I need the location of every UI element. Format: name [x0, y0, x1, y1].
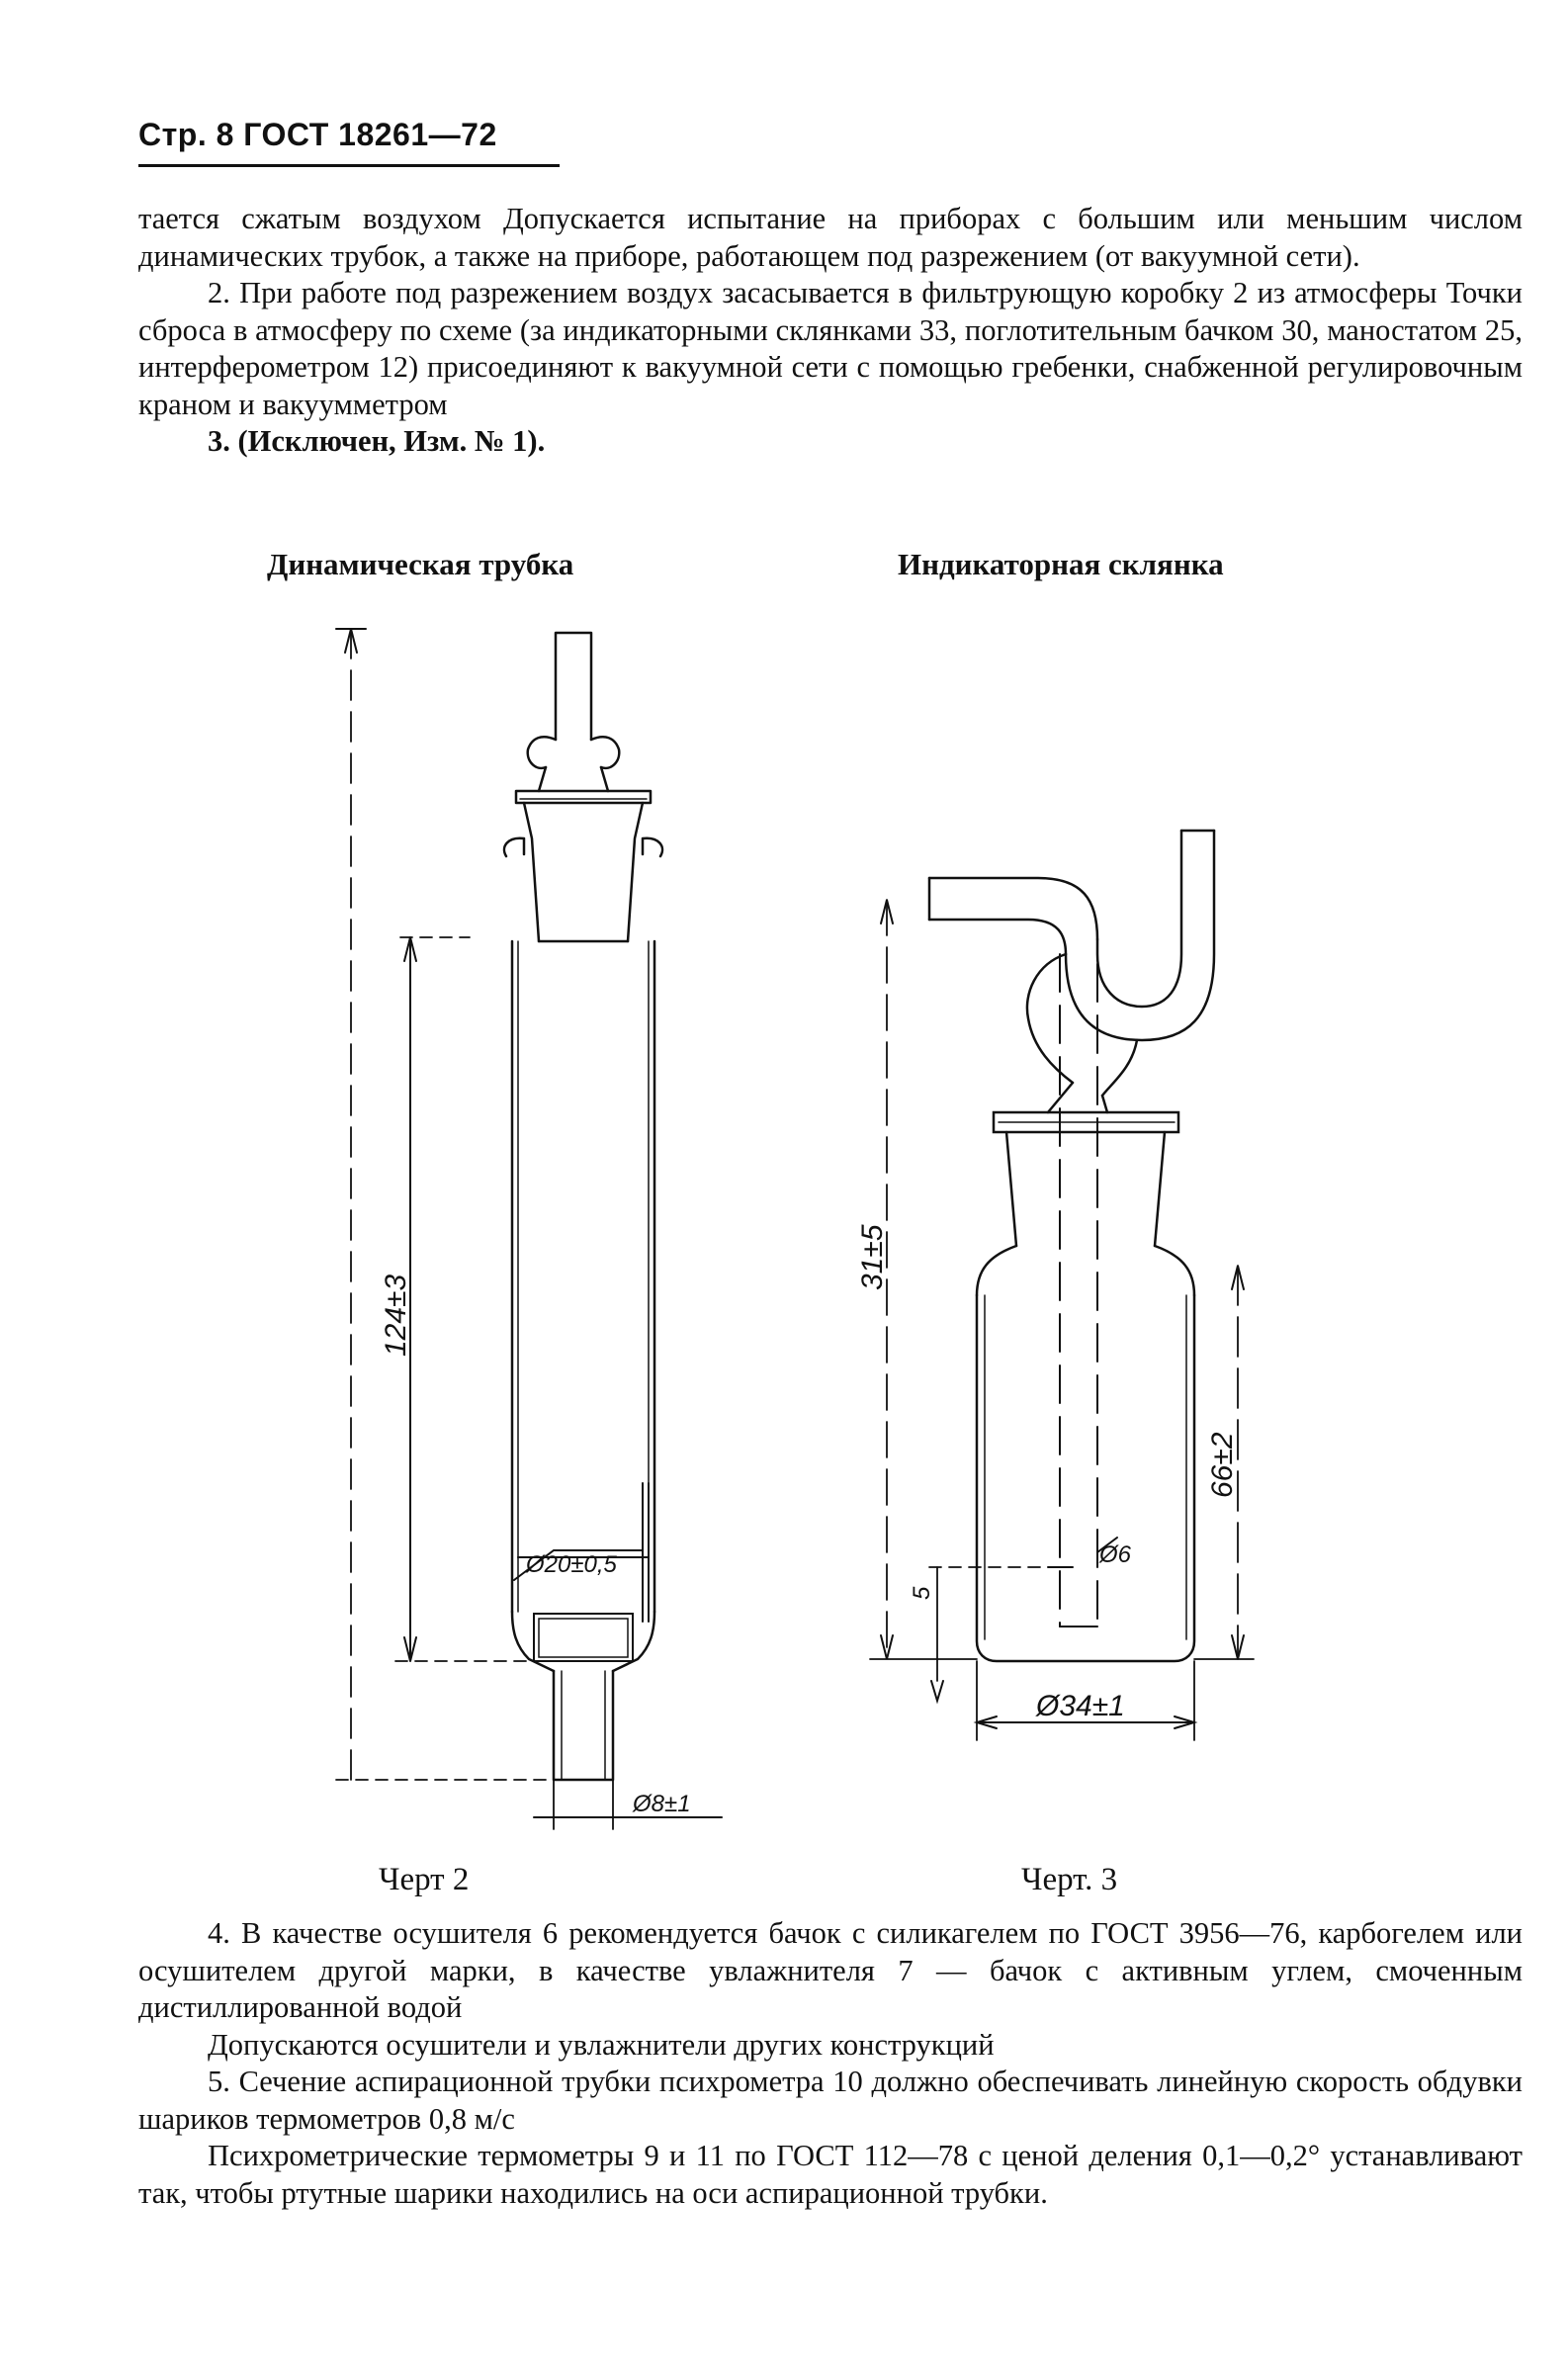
- paragraph-3: 3. (Исключен, Изм. № 1).: [208, 424, 546, 458]
- text-block-bottom: [138, 1915, 1523, 2212]
- figure-title-indicator-flask: Индикаторная склянка: [898, 547, 1224, 581]
- dim-label-5: 5: [909, 1586, 935, 1600]
- dim-label-31: 31±5: [856, 1224, 889, 1290]
- figure-caption-3: Черт. 3: [1021, 1862, 1118, 1897]
- dynamic-tube-drawing: [336, 629, 722, 1829]
- dim-label-66: 66±2: [1206, 1432, 1239, 1498]
- dim-label-d34: Ø34±1: [1036, 1690, 1125, 1722]
- indicator-flask-drawing: [870, 831, 1254, 1740]
- figure-title-dynamic-tube: Динамическая трубка: [267, 547, 574, 581]
- dim-label-d6: Ø6: [1099, 1541, 1132, 1568]
- figure-caption-2: Черт 2: [379, 1862, 470, 1897]
- paragraph-2: 2. При работе под разрежением воздух засасывается в фильтрующую коробку 2 из атмосферы Точки сброса в атмосферу по схеме (за индикаторными склянками 33, поглотительным бачком 30, маностатом 25, интерферометром 12) присоединяют к вакуумной сети с помощью гребенки, снабженной регулировочным краном и вакуумметром: [138, 276, 1523, 421]
- paragraph-5-thermometers: Психрометрические термометры 9 и 11 по ГОСТ 112—78 с ценой деления 0,1—0,2° устанавливают так, чтобы ртутные шарики находились на оси аспирационной трубки.: [138, 2139, 1523, 2210]
- paragraph-4-note: Допускаются осушители и увлажнители других конструкций: [208, 2027, 995, 2062]
- dim-label-124: 124±3: [380, 1274, 412, 1357]
- paragraph-5: 5. Сечение аспирационной трубки психрометра 10 должно обеспечивать линейную скорость обдувки шариков термометров 0,8 м/с: [138, 2065, 1523, 2136]
- paragraph-continuation: тается сжатым воздухом Допускается испытание на приборах с большим или меньшим числом динамических трубок, а также на приборе, работающем под разрежением (от вакуумной сети).: [138, 202, 1523, 273]
- dim-label-d20: Ø20±0,5: [526, 1551, 617, 1578]
- paragraph-4: 4. В качестве осушителя 6 рекомендуется бачок с силикагелем по ГОСТ 3956—76, карбогелем или осушителем другой марки, в качестве увлажнителя 7 — бачок с активным углем, смоченным дистиллированной водой: [138, 1916, 1523, 2024]
- page-header: Стр. 8 ГОСТ 18261—72: [138, 117, 497, 152]
- dim-label-d8: Ø8±1: [633, 1791, 691, 1817]
